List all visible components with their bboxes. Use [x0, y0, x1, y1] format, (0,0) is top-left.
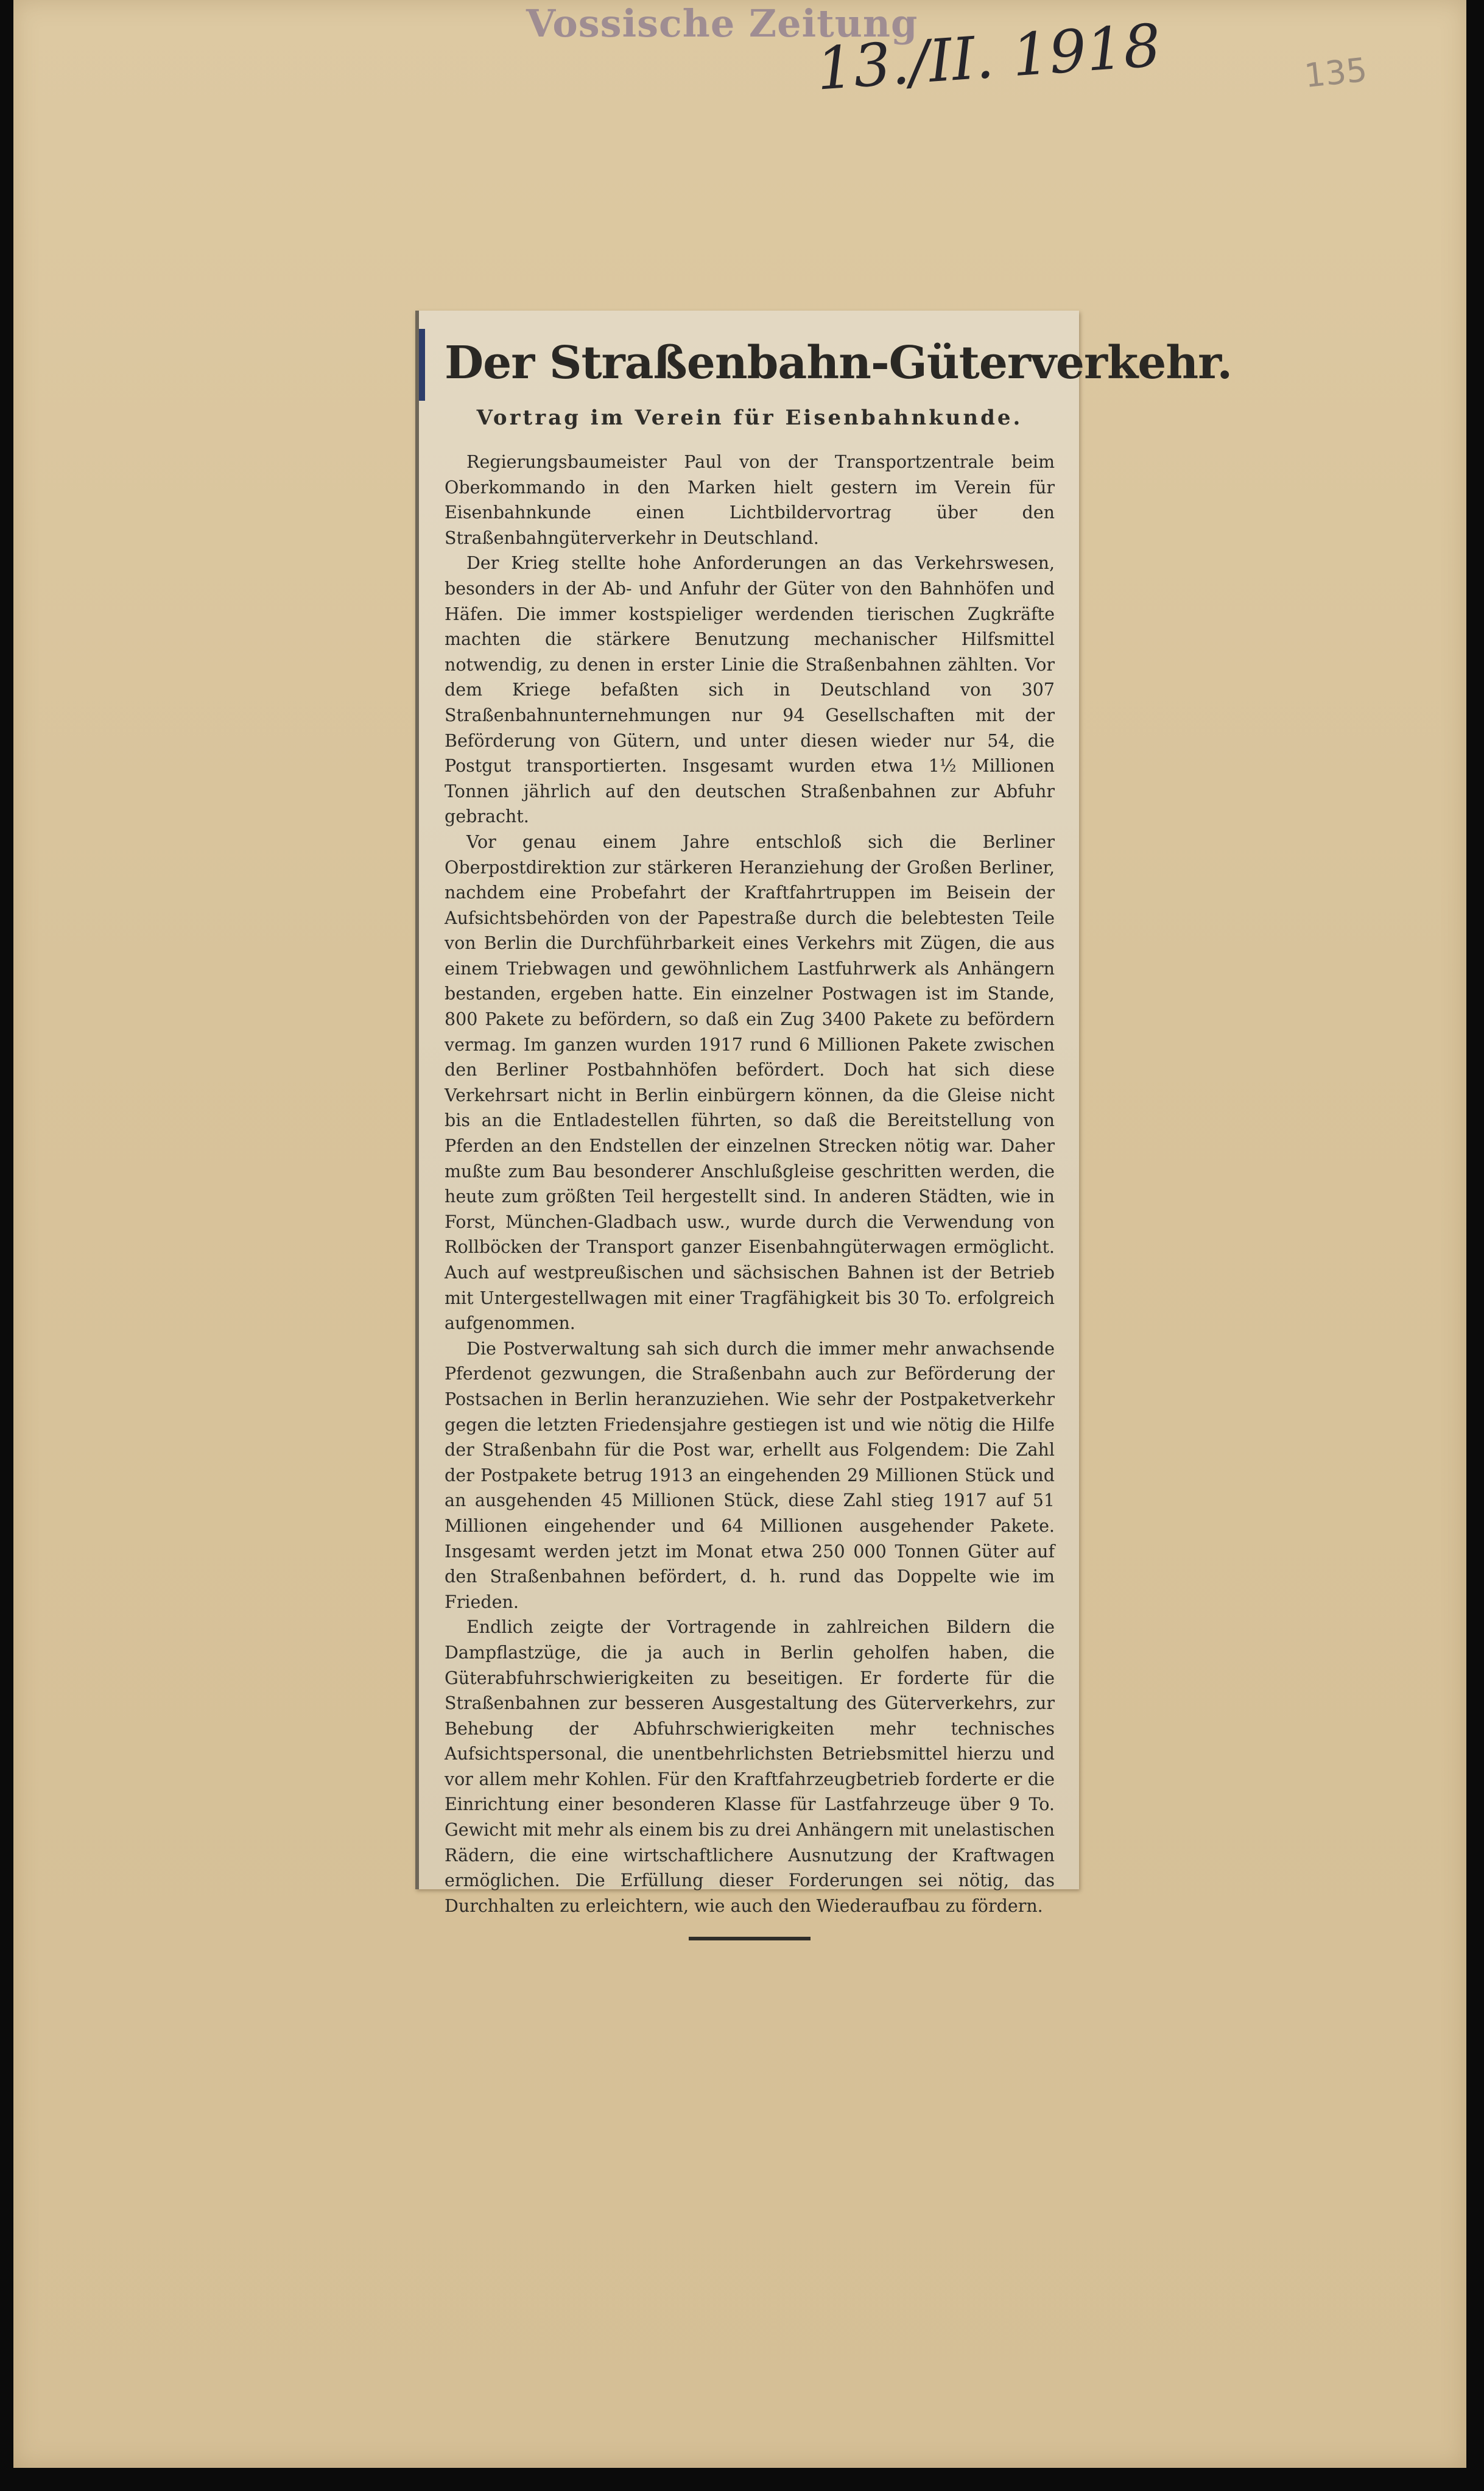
article-paragraph: Regierungsbaumeister Paul von der Transportzentrale beim Oberkommando in den Marken hielt gestern im Verein für Eisenbahnkunde einen Lichtbildervortrag über den Straßenbahngüterverkehr in Deutschland. — [445, 452, 1055, 548]
archive-sheet — [13, 0, 1466, 2468]
article-headline: Der Straßenbahn-Güterverkehr. — [445, 337, 1233, 389]
article-paragraph: Vor genau einem Jahre entschloß sich die Berliner Oberpostdirektion zur stärkeren Heranziehung der Großen Berliner, nachdem eine Probefahrt der Kraftfahrtruppen im Beisein der Aufsichtsbehörden von der Papestraße durch die belebtesten Teile von Berlin die Durchführbarkeit eines Verkehrs mit Zügen, die aus einem Triebwagen und gewöhnlichem Lastfuhrwerk als Anhängern bestanden, ergeben hatte. Ein einzelner Postwagen ist im Stande, 800 Pakete zu befördern, so daß ein Zug 3400 Pakete zu befördern vermag. Im ganzen wurden 1917 rund 6 Millionen Pakete zwischen den Berliner Postbahnhöfen befördert. Doch hat sich diese Verkehrsart nicht in Berlin einbürgern können, da die Gleise nicht bis an die Entladestellen führten, so daß die Bereitstellung von Pferden an den Endstellen der einzelnen Strecken nötig war. Daher mußte zum Bau besonderer Anschlußgleise geschritten werden, die heute zum größten Teil hergestellt sind. In anderen Städten, wie in Forst, München-Gladbach usw., wurde durch die Verwendung von Rollböcken der Transport ganzer Eisenbahngüterwagen ermöglicht. Auch auf westpreußischen und sächsischen Bahnen ist der Betrieb mit Untergestellwagen mit einer Tragfähigkeit bis 30 To. erfolgreich aufgenommen. — [445, 831, 1055, 1334]
article-paragraph: Die Postverwaltung sah sich durch die immer mehr anwachsende Pferdenot gezwungen, die Straßenbahn auch zur Beförderung der Postsachen in Berlin heranzuziehen. Wie sehr der Postpaketverkehr gegen die letzten Friedensjahre gestiegen ist und wie nötig die Hilfe der Straßenbahn für die Post war, erhellt aus Folgendem: Die Zahl der Postpakete betrug 1913 an eingehenden 29 Millionen Stück und an ausgehenden 45 Millionen Stück, diese Zahl stieg 1917 auf 51 Millionen eingehender und 64 Millionen ausgehender Pakete. Insgesamt werden jetzt im Monat etwa 250 000 Tonnen Güter auf den Straßenbahnen befördert, d. h. rund das Doppelte wie im Frieden. — [445, 1338, 1055, 1612]
article-body — [445, 449, 1055, 1918]
newspaper-clipping — [415, 311, 1233, 1916]
clipping-edge-marker — [419, 329, 425, 401]
end-of-article-rule — [689, 1937, 811, 1940]
newspaper-stamp: Vossische Zeitung — [526, 1, 918, 46]
handwritten-date: 13./II. 1918 — [814, 11, 1163, 104]
article-paragraph: Der Krieg stellte hohe Anforderungen an das Verkehrswesen, besonders in der Ab- und Anfuhr der Güter von den Bahnhöfen und Häfen. Die immer kostspieliger werdenden tierischen Zugkräfte machten die stärkere Benutzung mechanischer Hilfsmittel notwendig, zu denen in erster Linie die Straßenbahnen zählten. Vor dem Kriege befaßten sich in Deutschland von 307 Straßenbahnunternehmungen nur 94 Gesellschaften mit der Beförderung von Gütern, und unter diesen wieder nur 54, die Postgut transportierten. Insgesamt wurden etwa 1½ Millionen Tonnen jährlich auf den deutschen Straßenbahnen zur Abfuhr gebracht. — [445, 553, 1055, 827]
article-paragraph: Endlich zeigte der Vortragende in zahlreichen Bildern die Dampflastzüge, die ja auch in Berlin geholfen haben, die Güterabfuhrschwierigkeiten zu beseitigen. Er forderte für die Straßenbahnen zur besseren Ausgestaltung des Güterverkehrs, zur Behebung der Abfuhrschwierigkeiten mehr technisches Aufsichtspersonal, die unentbehrlichsten Betriebsmittel hierzu und vor allem mehr Kohlen. Für den Kraftfahrzeugbetrieb forderte er die Einrichtung einer besonderen Klasse für Lastfahrzeuge über 9 To. Gewicht mit mehr als einem bis zu drei Anhängern mit unelastischen Rädern, die eine wirtschaftlichere Ausnutzung der Kraftwagen ermöglichen. Die Erfüllung dieser Forderungen sei nötig, das Durchhalten zu erleichtern, wie auch den Wiederaufbau zu fördern. — [445, 1617, 1055, 1916]
article-subheadline: Vortrag im Verein für Eisenbahnkunde. — [476, 406, 1023, 430]
folio-number: 135 — [1302, 50, 1370, 96]
